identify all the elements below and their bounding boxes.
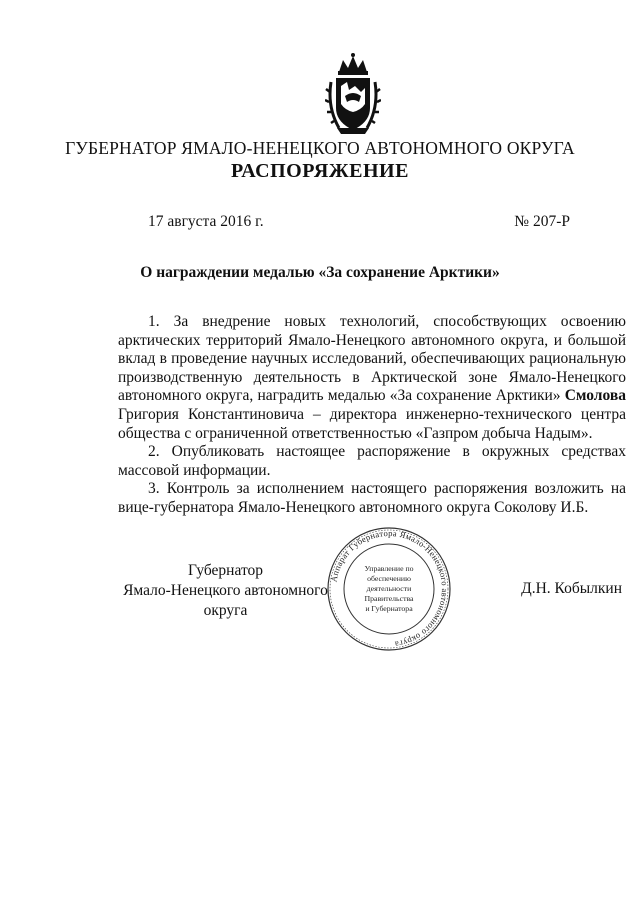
signatory-name: Д.Н. Кобылкин [521, 580, 622, 597]
paragraph-1-text: 1. За внедрение новых технологий, способствующих освоению арктических территорий Ямало-Ненецкого автономного округа, и большой вклад в проведение научных исследований, обеспечивающих рациональную производственную деятельность в Арктической зоне Ямало-Ненецкого автономного округа, наградить медалью «За сохранение Арктики» [118, 313, 626, 405]
stamp-line-4: Правительства [364, 594, 414, 603]
official-stamp [326, 526, 452, 652]
signatory-title-line-2: Ямало-Ненецкого автономного округа [123, 582, 328, 619]
paragraph-1 [118, 313, 626, 443]
stamp-ring-text: Аппарат Губернатора Ямало-Ненецкого автономного округа [328, 527, 451, 650]
document-type: РАСПОРЯЖЕНИЕ [231, 160, 409, 182]
stamp-line-3: деятельности [366, 584, 412, 593]
stamp-line-2: обеспечению [367, 574, 411, 583]
signatory-title-line-1: Губернатор [187, 562, 264, 579]
stamp-line-5: и Губернатора [365, 604, 413, 613]
organization-title: ГУБЕРНАТОР ЯМАЛО-НЕНЕЦКОГО АВТОНОМНОГО ОКРУГА [65, 138, 575, 158]
document-subject: О награждении медалью «За сохранение Арктики» [140, 264, 500, 281]
document-number: № 207-Р [514, 213, 570, 230]
document-date: 17 августа 2016 г. [148, 213, 264, 230]
signatory-title [118, 561, 333, 621]
stamp-line-1: Управление по [364, 564, 414, 573]
coat-of-arms-icon [325, 52, 381, 136]
document-body [118, 313, 626, 518]
paragraph-2: 2. Опубликовать настоящее распоряжение в окружных средствах массовой информации. [118, 443, 626, 479]
awardee-surname: Смолова [564, 387, 626, 405]
paragraph-1-text-end: Григория Константиновича – директора инженерно-технического центра общества с ограниченной ответственностью «Газпром добыча Надым». [118, 405, 626, 442]
paragraph-3: 3. Контроль за исполнением настоящего распоряжения возложить на вице-губернатора Ямало-Ненецкого автономного округа Соколову И.Б. [118, 480, 626, 516]
